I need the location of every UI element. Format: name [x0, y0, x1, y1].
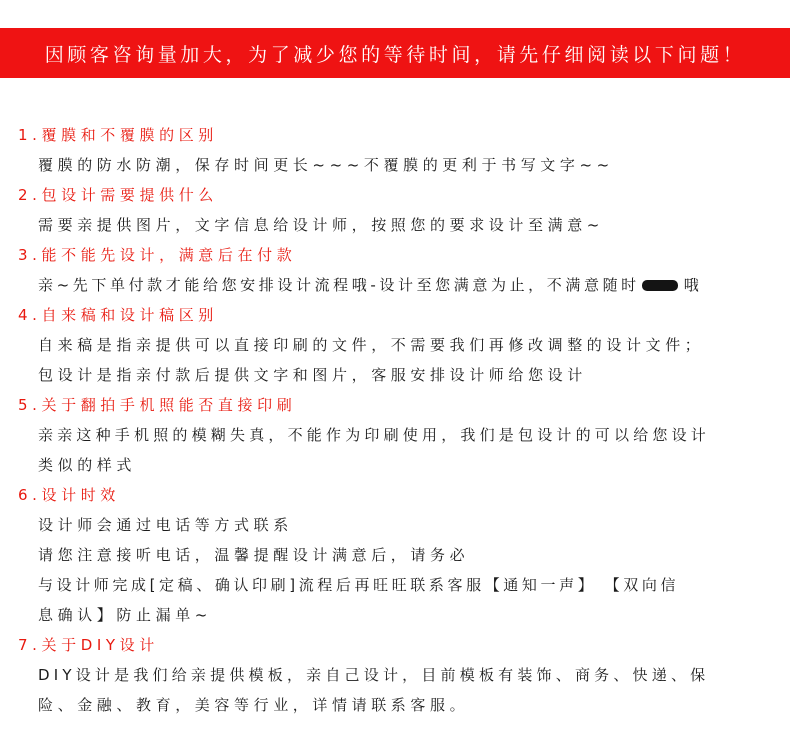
faq-answer-5-line-2: 类似的样式 — [38, 456, 137, 474]
banner-notice-text: 因顾客咨询量加大，为了减少您的等待时间，请先仔细阅读以下问题！ — [44, 43, 746, 66]
faq-answer-3 — [18, 270, 778, 300]
faq-list — [18, 120, 778, 720]
faq-question-5: 5.关于翻拍手机照能否直接印刷 — [18, 396, 297, 414]
faq-answer-4-line-1: 自来稿是指亲提供可以直接印刷的文件，不需要我们再修改调整的设计文件； — [38, 336, 705, 354]
faq-answer-3-text: 亲~先下单付款才能给您安排设计流程哦-设计至您满意为止，不满意随时 — [38, 276, 640, 294]
faq-answer-6-line-1: 设计师会通过电话等方式联系 — [38, 516, 293, 534]
faq-question-1: 1.覆膜和不覆膜的区别 — [18, 126, 218, 144]
faq-question-2: 2.包设计需要提供什么 — [18, 186, 218, 204]
faq-answer-5-line-1: 亲亲这种手机照的模糊失真，不能作为印刷使用，我们是包设计的可以给您设计 — [38, 426, 711, 444]
faq-answer-4-line-2: 包设计是指亲付款后提供文字和图片，客服安排设计师给您设计 — [38, 366, 587, 384]
faq-answer-6-line-2: 请您注意接听电话，温馨提醒设计满意后，请务必 — [38, 546, 470, 564]
redaction-mark — [642, 280, 678, 291]
faq-question-7: 7.关于DIY设计 — [18, 636, 159, 654]
faq-question-6: 6.设计时效 — [18, 486, 120, 504]
header-banner — [0, 28, 790, 78]
faq-answer-7-line-2: 险、金融、教育，美容等行业，详情请联系客服。 — [38, 696, 470, 714]
faq-answer-6-line-3: 与设计师完成[定稿、确认印刷]流程后再旺旺联系客服【通知一声】 【双向信 — [38, 576, 680, 594]
faq-answer-3-suffix: 哦 — [683, 276, 703, 294]
faq-answer-6-line-4: 息确认】防止漏单~ — [38, 606, 212, 624]
faq-question-3: 3.能不能先设计，满意后在付款 — [18, 246, 297, 264]
faq-answer-1: 覆膜的防水防潮，保存时间更长~~~不覆膜的更利于书写文字~~ — [38, 156, 614, 174]
faq-question-4: 4.自来稿和设计稿区别 — [18, 306, 218, 324]
faq-answer-2: 需要亲提供图片，文字信息给设计师，按照您的要求设计至满意~ — [38, 216, 604, 234]
faq-answer-7-line-1: DIY设计是我们给亲提供模板，亲自己设计，目前模板有装饰、商务、快递、保 — [38, 666, 710, 684]
